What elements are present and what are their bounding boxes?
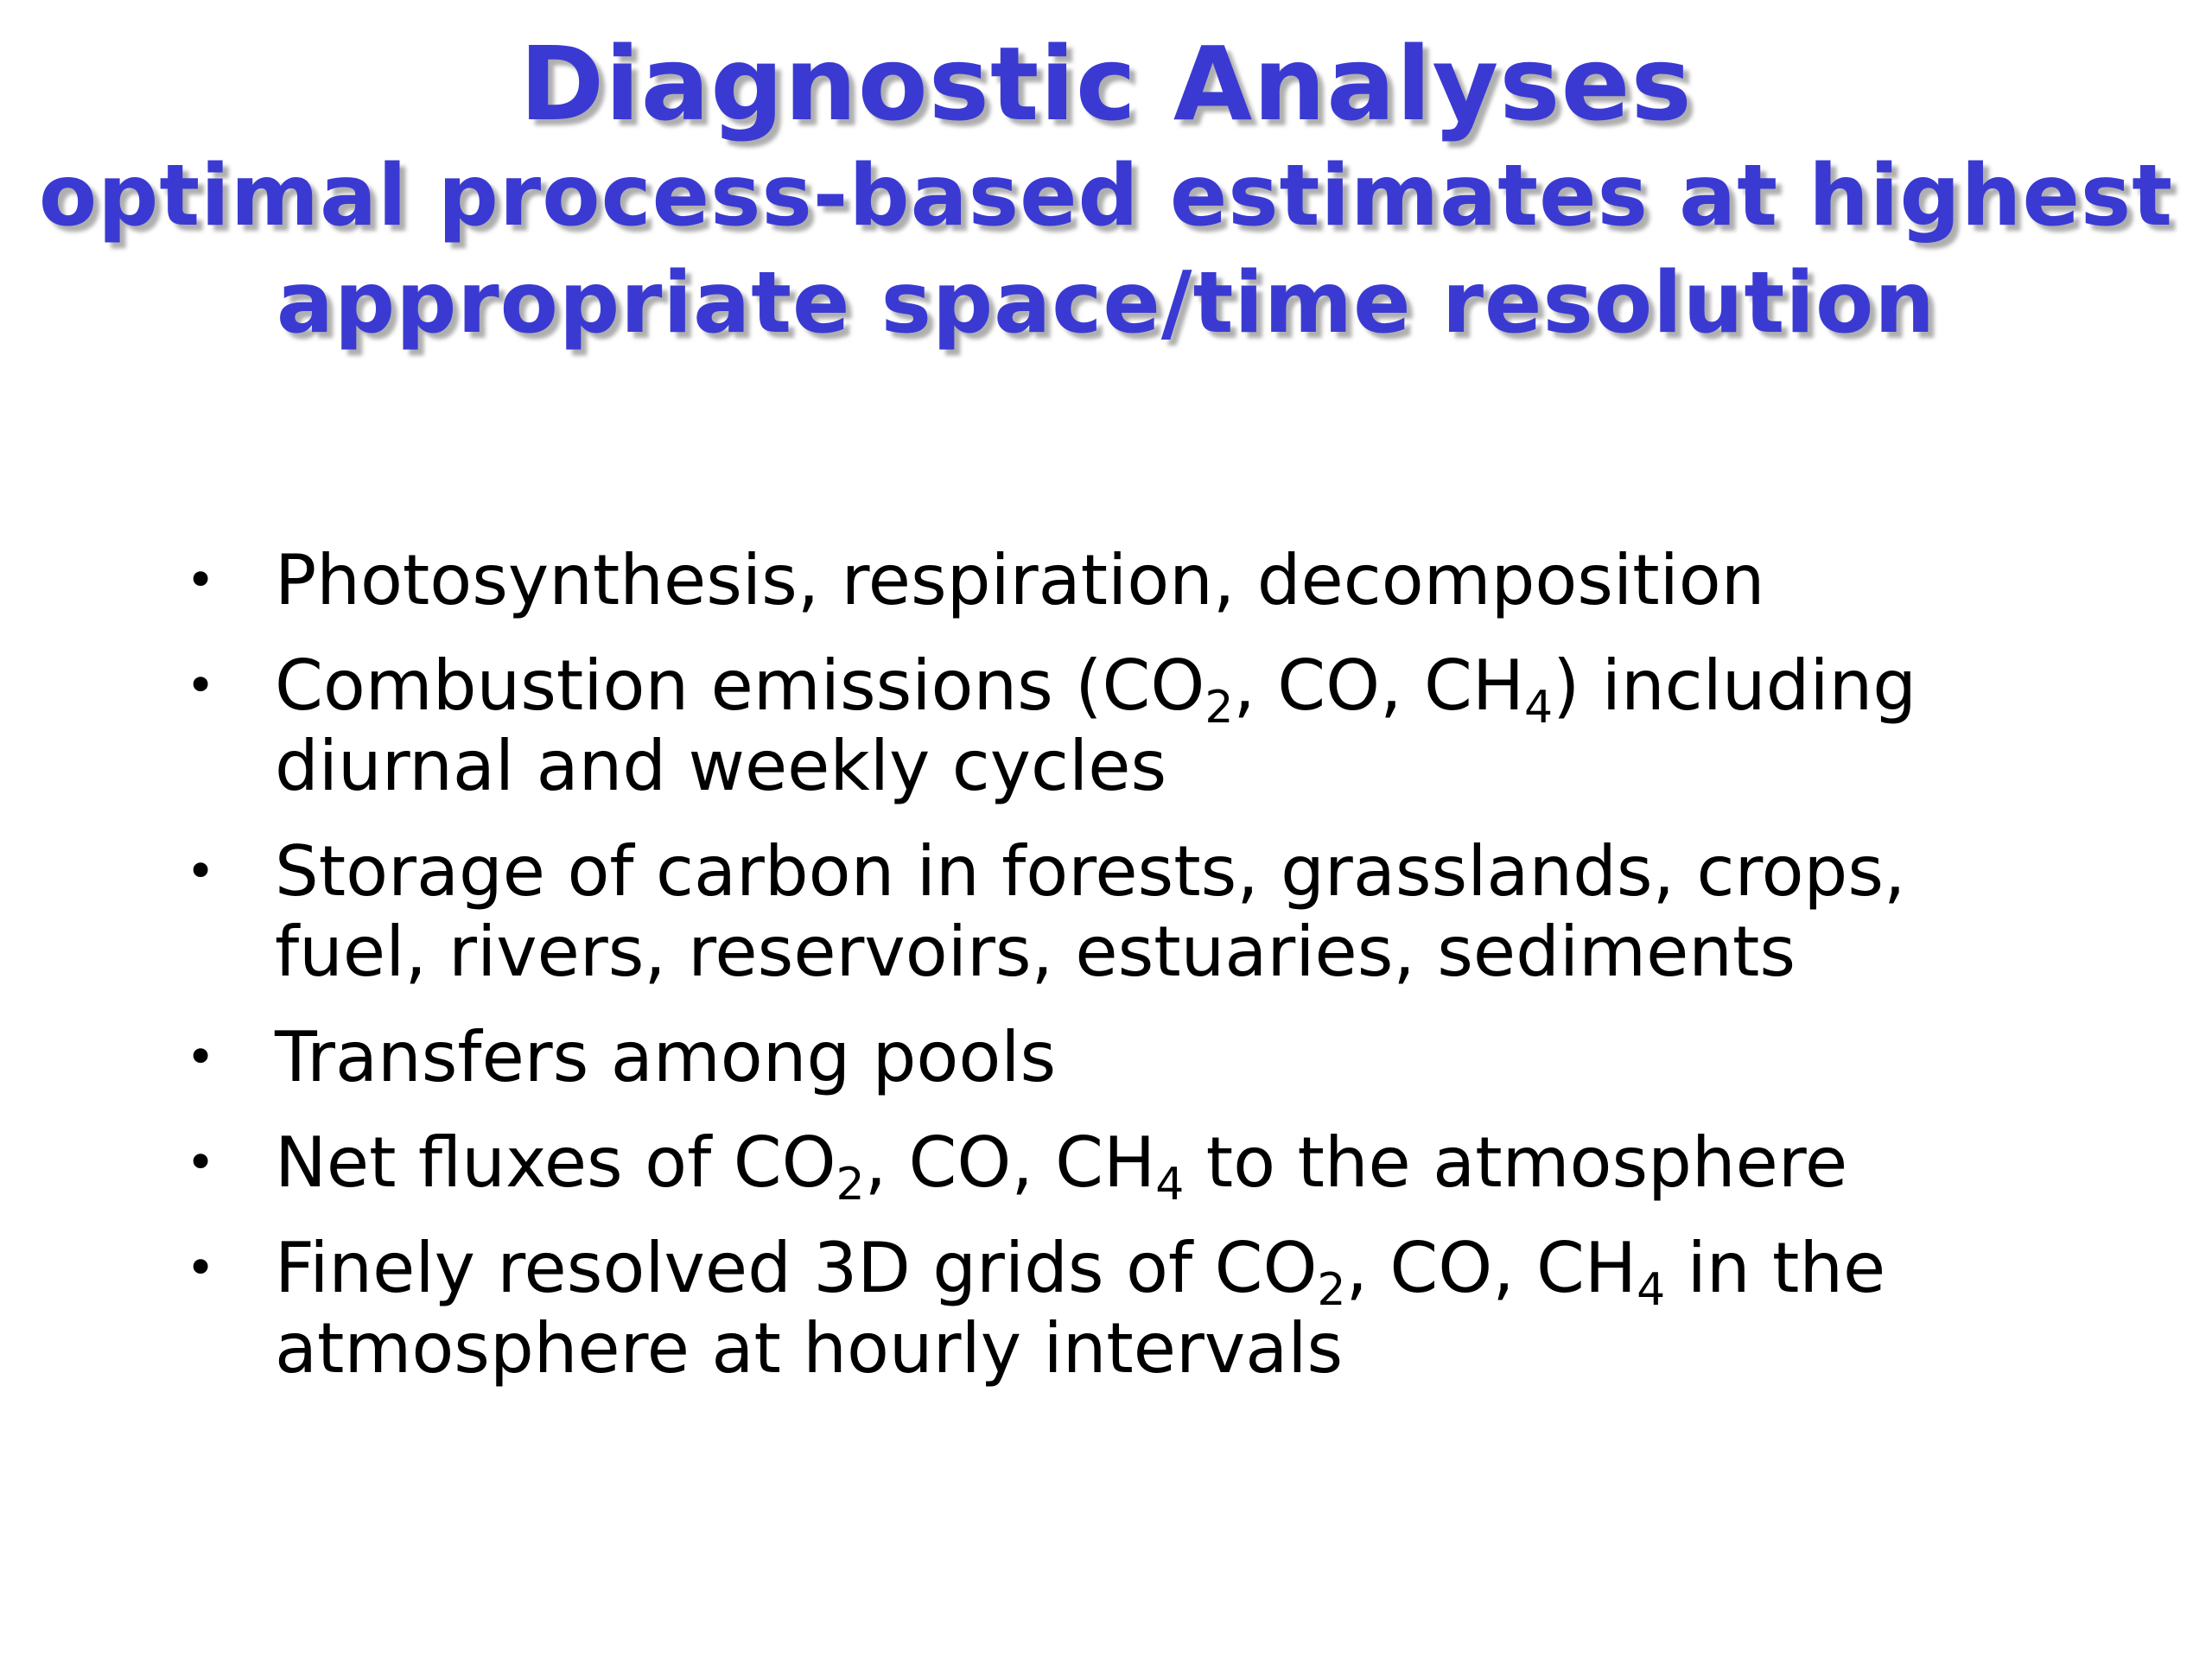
subscript: 4: [1637, 1264, 1666, 1316]
subtitle-line-2: appropriate space/time resolution: [276, 254, 1936, 353]
bullet-text-line-1: [275, 1228, 1886, 1316]
subscript: 2: [836, 1159, 865, 1211]
bullet-text: [275, 1122, 1848, 1211]
bullet-icon: •: [186, 1027, 216, 1086]
bullet-icon: •: [186, 842, 216, 900]
bullet-text-line-1: Storage of carbon in forests, grasslands, crops,: [275, 831, 1906, 912]
bullet-item: [186, 540, 2044, 620]
text-segment: ) including: [1553, 645, 1917, 726]
subscript: 2: [1317, 1264, 1346, 1316]
text-segment: in the: [1665, 1228, 1886, 1308]
bullet-item: [186, 1122, 2044, 1211]
text-segment: to the atmosphere: [1184, 1122, 1848, 1203]
bullet-item: [186, 1228, 2044, 1389]
bullet-list: [186, 540, 2044, 1414]
text-segment: Net fluxes of CO: [275, 1122, 836, 1203]
bullet-item: [186, 645, 2044, 806]
bullet-text-line-2: atmosphere at hourly intervals: [275, 1308, 1344, 1389]
text-segment: Combustion emissions (CO: [275, 645, 1205, 726]
bullet-text: Photosynthesis, respiration, decomposition: [275, 540, 1765, 620]
subscript: 2: [1205, 682, 1234, 734]
subtitle-line-1: optimal process-based estimates at highest: [38, 147, 2174, 245]
slide-title: Diagnostic Analyses: [519, 24, 1693, 143]
text-segment: , CO, CH: [1345, 1228, 1637, 1308]
text-segment: , CO, CH: [1233, 645, 1524, 726]
title-block: [0, 26, 2212, 357]
bullet-icon: •: [186, 656, 216, 715]
bullet-text-line-2: fuel, rivers, reservoirs, estuaries, sediments: [275, 912, 1796, 992]
bullet-icon: •: [186, 1238, 216, 1297]
bullet-text-line-1: [275, 645, 1917, 734]
bullet-text: Transfers among pools: [275, 1017, 1057, 1097]
text-segment: Finely resolved 3D grids of CO: [275, 1228, 1318, 1308]
bullet-item: [186, 831, 2044, 992]
slide-subtitle: [0, 143, 2212, 357]
subscript: 4: [1155, 1159, 1185, 1211]
bullet-item: [186, 1017, 2044, 1097]
bullet-text-line-2: diurnal and weekly cycles: [275, 726, 1167, 806]
bullet-icon: •: [186, 550, 216, 609]
bullet-icon: •: [186, 1133, 216, 1192]
text-segment: , CO, CH: [864, 1122, 1156, 1203]
subscript: 4: [1523, 682, 1554, 734]
